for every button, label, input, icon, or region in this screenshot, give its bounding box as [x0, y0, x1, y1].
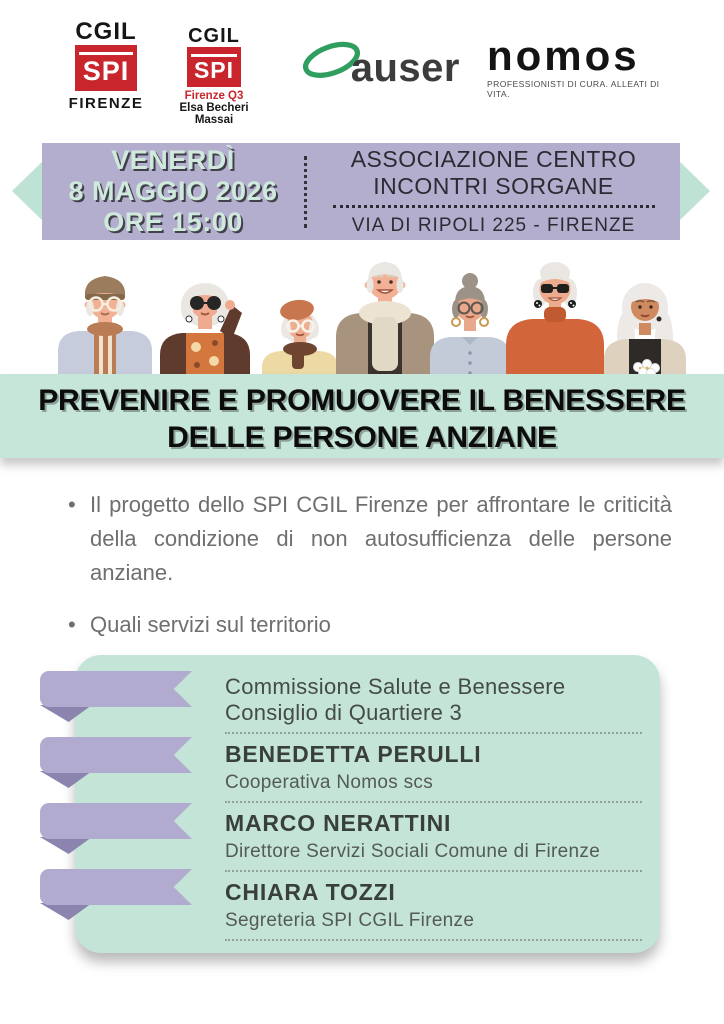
speaker-name: Commissione Salute e Benessere: [225, 674, 566, 699]
event-title-line2: DELLE PERSONE ANZIANE: [167, 421, 557, 454]
nomos-tagline: PROFESSIONISTI DI CURA. ALLEATI DI VITA.: [487, 79, 660, 99]
venue-address: VIA DI RIPOLI 225 - FIRENZE: [351, 215, 636, 236]
logo-nomos: [487, 32, 667, 99]
logo-league-label: Elsa Becheri Massai: [179, 102, 249, 126]
cgil-wordmark: CGIL: [75, 18, 137, 45]
arrow-right-icon: [676, 158, 710, 224]
elderly-people-svg: [0, 255, 724, 375]
dotted-separator: [333, 205, 655, 208]
ribbon-banner-icon: [40, 869, 192, 905]
logo-auser: [300, 30, 460, 88]
speakers-panel: [75, 655, 660, 953]
speaker-role: Cooperativa Nomos scs: [225, 772, 433, 793]
description-bullet-1: • Il progetto dello SPI CGIL Firenze per affrontare le criticità della condizione di non autosufficienza delle persone anziane.: [66, 488, 672, 590]
person-man-cap: [58, 276, 152, 375]
ribbon-fold: [40, 771, 92, 788]
nomos-wordmark: nomos: [487, 32, 640, 79]
description-bullet-2: • Quali servizi sul territorio: [66, 608, 672, 642]
spi-red-box: [187, 47, 241, 87]
speaker-role: Direttore Servizi Sociali Comune di Firenze: [225, 841, 601, 862]
speaker-entry: [225, 872, 642, 941]
logo-spi-cgil-q3: [166, 26, 262, 126]
spi-wordmark: SPI: [82, 56, 130, 86]
logo-quarter-label: Firenze Q3: [184, 90, 244, 102]
logo-spi-cgil-firenze: [58, 20, 154, 112]
event-venue: [307, 143, 680, 240]
auser-wordmark: auser: [350, 46, 460, 90]
speaker-entry: [225, 803, 642, 872]
ribbon-fold: [40, 903, 92, 920]
venue-name-line2: INCONTRI SORGANE: [373, 173, 614, 199]
event-date: [42, 143, 304, 240]
person-woman-sunglasses: [160, 283, 250, 375]
person-woman-turtleneck: [506, 262, 604, 375]
logo-city-label: FIRENZE: [68, 95, 144, 112]
ribbon-banner-icon: [40, 803, 192, 839]
speaker-role: Segreteria SPI CGIL Firenze: [225, 910, 475, 931]
cgil-wordmark: CGIL: [188, 25, 240, 47]
person-woman-flowers: [604, 283, 686, 375]
speaker-name: CHIARA TOZZI: [225, 879, 396, 905]
speaker-role: Consiglio di Quartiere 3: [225, 700, 463, 725]
speaker-name: BENEDETTA PERULLI: [225, 741, 482, 767]
date-day: 8 MAGGIO 2026: [68, 176, 278, 206]
person-woman-beret: [262, 298, 338, 375]
person-man-scarf: [336, 262, 434, 375]
banner-body: [42, 143, 680, 240]
event-title-band: [0, 374, 724, 458]
event-title-line1: PREVENIRE E PROMUOVERE IL BENESSERE: [38, 384, 686, 417]
speaker-entry: [225, 734, 642, 803]
elderly-people-illustration: [0, 255, 724, 375]
date-weekday: VENERDÌ: [111, 145, 235, 175]
speaker-name: MARCO NERATTINI: [225, 810, 452, 836]
ribbon-fold: [40, 837, 92, 854]
event-banner: [0, 143, 724, 240]
spi-wordmark: SPI: [193, 57, 235, 83]
ribbon-fold: [40, 705, 92, 722]
spi-red-box: [75, 45, 137, 91]
date-time: ORE 15:00: [103, 207, 243, 237]
ribbon-banner-icon: [40, 737, 192, 773]
arrow-left-icon: [12, 158, 46, 224]
venue-name-line1: ASSOCIAZIONE CENTRO: [350, 146, 637, 172]
ribbon-banner-icon: [40, 671, 192, 707]
event-description: [66, 488, 672, 642]
speaker-entry: [225, 667, 642, 734]
person-woman-bun: [430, 273, 510, 375]
speakers-list: [225, 667, 642, 941]
